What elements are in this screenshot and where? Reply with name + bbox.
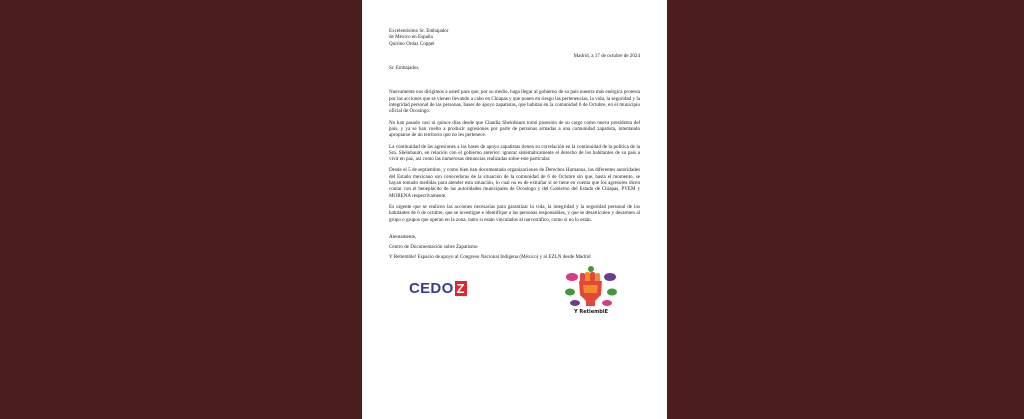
logos-row — [389, 265, 640, 325]
addressee-block — [389, 28, 640, 47]
body-paragraph: La continuidad de las agresiones a las bases de apoyo zapatistas tienen su correlación en la continuidad de la política de la Sra. Sheinbaum, en relación con el gobierno anterior: ignorar sistemáticamente el derecho de los habitantes de su país a vivir en paz, así como las numerosas denuncias realizadas sobre este particular. — [389, 143, 640, 163]
letter-page — [362, 0, 667, 419]
retiemble-caption: Y RetiemblE — [573, 308, 609, 315]
addressee-line: de México en España — [389, 34, 433, 41]
retiemble-logo — [561, 265, 621, 321]
signatory: Centro de Documentación sobre Zapatismo — [389, 244, 478, 251]
cedoz-logo-box: Z — [456, 281, 465, 297]
letter-date: Madrid, a 17 de octubre de 2024 — [573, 52, 640, 59]
closing-salutation: Atentamente, — [389, 233, 417, 240]
cedoz-logo-text: CEDO — [409, 279, 454, 297]
body-paragraph: Desde el 5 de septiembre, y como bien han documentado organizaciones de Derechos Humanos, las diferentes autoridades del Estado mexicano son conocedoras de la situación de la comunidad de 6 de Octubre sin que, hasta el momento, se hayan tomado medidas para atender esta situación, lo cual no es de extrañar si se tiene en cuenta que los agresores dicen contar con el beneplácito de las autoridades municipales de Ocosingo y del Gobierno del Estado de Chiapas, PVEM y MORENA respectivamente. — [389, 167, 640, 199]
addressee-line: Quirino Ordaz Coppel — [389, 40, 435, 47]
cedoz-logo — [409, 279, 465, 299]
signatory: Y Retiemble! Espacio de apoyo al Congreso Nacional Indígena (México) y al EZLN desde Madrid — [389, 254, 591, 261]
addressee-line: Excelentísimo Sr. Embajador — [389, 28, 449, 34]
closing-block — [389, 234, 640, 261]
raised-fist-icon — [561, 265, 621, 309]
greeting: Sr. Embajador, — [389, 65, 420, 72]
body-paragraph: Es urgente que se realicen las acciones necesarias para garantizar la vida, la integridad y la seguridad personal de los habitantes de 6 de octubre, que se investigue e identifique a las personas responsables, y que se desarticulen y desarmen al grupo o grupos que operan en la zona, tanto si están vinculados al narcotráfico, como si no lo están. — [389, 203, 640, 223]
body-paragraph: Nuevamente nos dirigimos a usted para que, por su medio, haga llegar al gobierno de su país nuestra más enérgica protesta por las acciones que se vienen llevando a cabo en Chiapas y que ponen en riesgo las pertenencias, la vida, la seguridad y la integridad personal de las personas, bases de apoyo zapatistas, que habitan en la comunidad 6 de Octubre, en el municipio oficial de Ocosingo. — [389, 89, 640, 115]
body-paragraph: No han pasado casi ni quince días desde que Claudia Sheinbaum tomó posesión de su cargo como nueva presidenta del país, y ya se han vuelto a producir agresiones por parte de personas armadas a una comunidad zapatista, intentando apropiarse de un territorio que no les pertenece. — [389, 119, 640, 139]
